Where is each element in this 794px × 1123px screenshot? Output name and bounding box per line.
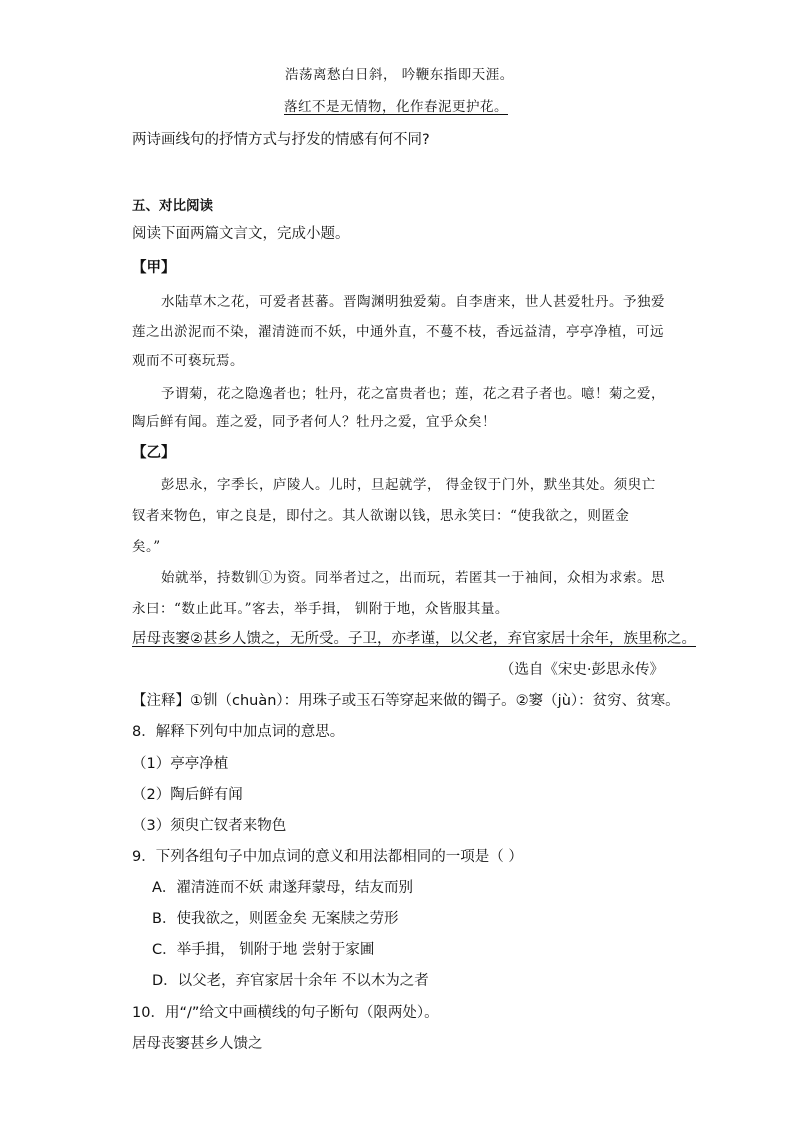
- question-9-option-a: A．濯清涟而不妖 肃遂拜蒙母，结友而别: [152, 880, 414, 896]
- section-heading: 五、对比阅读: [132, 198, 213, 214]
- passage-yi-line: 永曰：“数止此耳。”客去，举手揖， 钏附于地，众皆服其量。: [132, 601, 509, 617]
- passage-jia-line: 水陆草木之花，可爱者甚蕃。晋陶渊明独爱菊。自李唐来，世人甚爱牡丹。予独爱: [161, 294, 665, 310]
- section-instruction: 阅读下面两篇文言文，完成小题。: [132, 226, 350, 242]
- passage-yi-line: 始就举，持数钏①为资。同举者过之，出而玩，若匿其一于袖间，众相为求索。思: [161, 570, 665, 586]
- question-8-item: （3）须臾亡钗者来物色: [132, 818, 287, 834]
- passage-jia-line: 陶后鲜有闻。莲之爱，同予者何人？牡丹之爱，宜乎众矣！: [132, 414, 496, 430]
- passage-yi-line: 彭思永，字季长，庐陵人。儿时，旦起就学， 得金钗于门外，默坐其处。须臾亡: [161, 477, 656, 493]
- question-9-option-b: B．使我欲之，则匿金矣 无案牍之劳形: [152, 911, 399, 927]
- passage-yi-line: 钗者来物色，审之良是，即付之。其人欲谢以钱，思永笑曰：“使我欲之，则匿金: [132, 508, 630, 524]
- annotation-note: 【注释】①钏（chuàn）：用珠子或玉石等穿起来做的镯子。②窭（jù）：贫穷、贫寒。: [132, 693, 680, 709]
- question-8-stem: 8．解释下列句中加点词的意思。: [132, 724, 345, 740]
- passage-jia-line: 观而不可亵玩焉。: [132, 353, 244, 369]
- question-9-option-d: D．以父老，弃官家居十余年 不以木为之者: [152, 973, 429, 989]
- question-8-item: （2）陶后鲜有闻: [132, 787, 243, 803]
- passage-yi-label: 【乙】: [132, 445, 176, 461]
- passage-jia-label: 【甲】: [132, 260, 176, 276]
- poem-line-2-underlined: 落红不是无情物，化作春泥更护花。: [284, 99, 508, 115]
- passage-source: （选自《宋史·彭思永传》: [499, 662, 664, 678]
- question-10-sentence: 居母丧窭甚乡人馈之: [132, 1036, 263, 1052]
- question-9-option-c: C．举手揖， 钏附于地 尝射于家圃: [152, 942, 375, 958]
- passage-jia-line: 予谓菊，花之隐逸者也；牡丹，花之富贵者也；莲，花之君子者也。噫！菊之爱，: [161, 386, 665, 402]
- passage-yi-underlined-sentence: 居母丧窭②甚乡人馈之，无所受。子卫，亦孝谨，以父老，弃官家居十余年，族里称之。: [132, 631, 696, 647]
- passage-jia-line: 莲之出淤泥而不染，濯清涟而不妖，中通外直，不蔓不枝，香远益清，亭亭净植，可远: [132, 324, 664, 340]
- poem-question: 两诗画线句的抒情方式与抒发的情感有何不同?: [132, 132, 430, 148]
- passage-yi-line: 矣。”: [132, 539, 161, 555]
- question-9-stem: 9．下列各组句子中加点词的意义和用法都相同的一项是（ ）: [132, 849, 523, 865]
- question-10-stem: 10．用“/”给文中画横线的句子断句（限两处）。: [132, 1005, 439, 1021]
- poem-line-1: 浩荡离愁白日斜， 吟鞭东指即天涯。: [285, 67, 514, 83]
- question-8-item: （1）亭亭净植: [132, 756, 229, 772]
